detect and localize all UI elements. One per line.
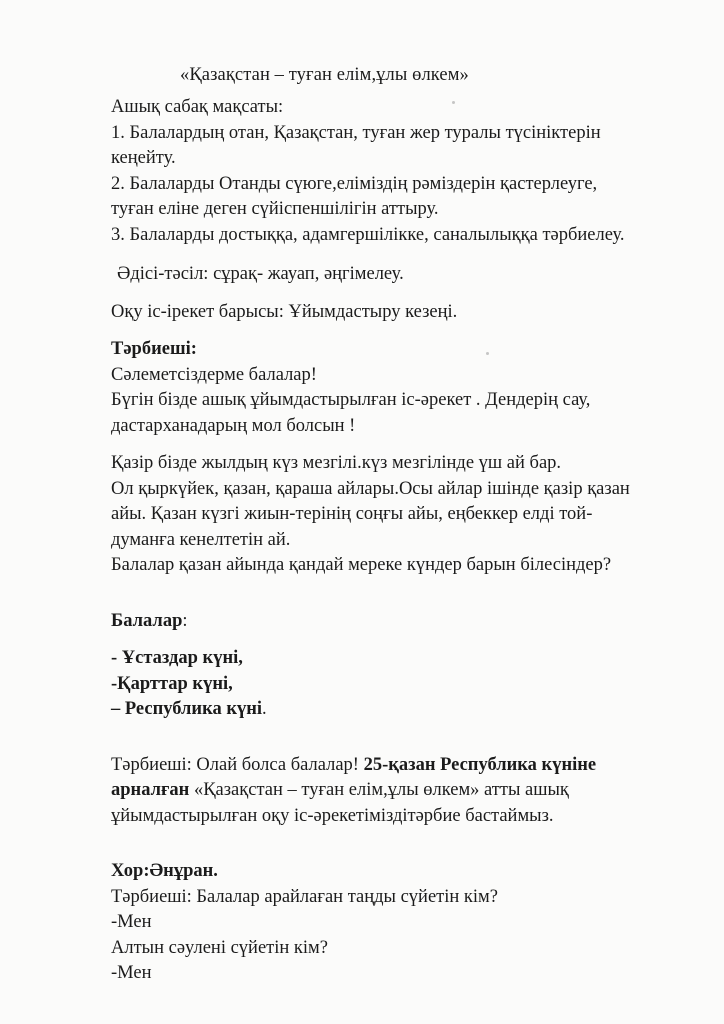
children-answer-3 xyxy=(111,697,691,723)
teacher-greeting: Сәлеметсіздерме балалар! xyxy=(111,364,317,385)
children-answer-2: -Қарттар күні, xyxy=(111,673,233,694)
announce-line-2 xyxy=(111,778,691,804)
goal-item-2a: 2. Балаларды Отанды сүюге,еліміздің рәміздерін қастерлеуге, xyxy=(111,173,598,194)
teacher-line-3: дастарханадарың мол болсын ! xyxy=(111,415,356,436)
document-body xyxy=(111,95,691,987)
autumn-line-4: думанға кенелтетін ай. xyxy=(111,529,291,550)
choir-line-4: -Мен xyxy=(111,963,152,983)
goal-item-1b: кеңейту. xyxy=(111,148,176,168)
choir-label: Хор:Әнұран. xyxy=(111,861,218,881)
goal-item-1a: 1. Балалардың отан, Қазақстан, туған жер туралы түсініктерін xyxy=(111,122,601,143)
announce-bold-1: 25-қазан Республика күніне xyxy=(363,754,597,775)
children-colon: : xyxy=(182,610,188,631)
children-answer-1: - Ұстаздар күні, xyxy=(111,648,243,668)
goal-heading: Ашық сабақ мақсаты: xyxy=(111,97,284,117)
announce-bold-2: арналған xyxy=(111,780,190,800)
children-answer-3-dot: . xyxy=(262,699,267,719)
autumn-line-1: Қазір бізде жылдың күз мезгілі.күз мезгілінде үш ай бар. xyxy=(111,453,562,473)
choir-line-2: -Мен xyxy=(111,912,152,932)
teacher-label: Тәрбиеші: xyxy=(111,339,197,359)
goal-item-2b: туған еліне деген сүйіспеншілігін аттыру. xyxy=(111,199,439,219)
goal-item-3: 3. Балаларды достыққа, адамгершілікке, саналылыққа тәрбиелеу. xyxy=(111,224,625,245)
children-label: Балалар xyxy=(111,610,183,631)
announce-line-3: ұйымдастырылған оқу іс-әрекетіміздітәрбие бастаймыз. xyxy=(111,805,554,826)
announce-text-1: Тәрбиеші: Олай болса балалар! xyxy=(111,754,364,775)
scan-speck xyxy=(486,352,489,355)
teacher-line-2: Бүгін бізде ашық ұйымдастырылған іс-әрекет . Дендерің сау, xyxy=(111,390,591,410)
autumn-line-3: айы. Қазан күзгі жиын-терінің соңғы айы, еңбеккер елді той- xyxy=(111,504,593,524)
scan-speck xyxy=(452,101,455,104)
choir-line-3: Алтын сәулені сүйетін кім? xyxy=(111,937,328,958)
autumn-line-2: Ол қыркүйек, қазан, қараша айлары.Осы айлар ішінде қазір қазан xyxy=(111,478,630,499)
children-answer-3-text: – Республика күні xyxy=(111,699,263,719)
children-heading xyxy=(111,609,691,635)
document-title: «Қазақстан – туған елім,ұлы өлкем» xyxy=(180,65,469,85)
process-line: Оқу іс-ірекет барысы: Ұйымдастыру кезеңі. xyxy=(111,301,458,322)
choir-line-1: Тәрбиеші: Балалар арайлаған таңды сүйетін кім? xyxy=(111,886,498,907)
method-line: Әдісі-тәсіл: сұрақ- жауап, әңгімелеу. xyxy=(117,264,404,284)
announce-text-2: «Қазақстан – туған елім,ұлы өлкем» атты ашық xyxy=(189,780,569,800)
announce-line-1 xyxy=(111,753,691,779)
autumn-question: Балалар қазан айында қандай мереке күндер барын білесіндер? xyxy=(111,555,612,575)
